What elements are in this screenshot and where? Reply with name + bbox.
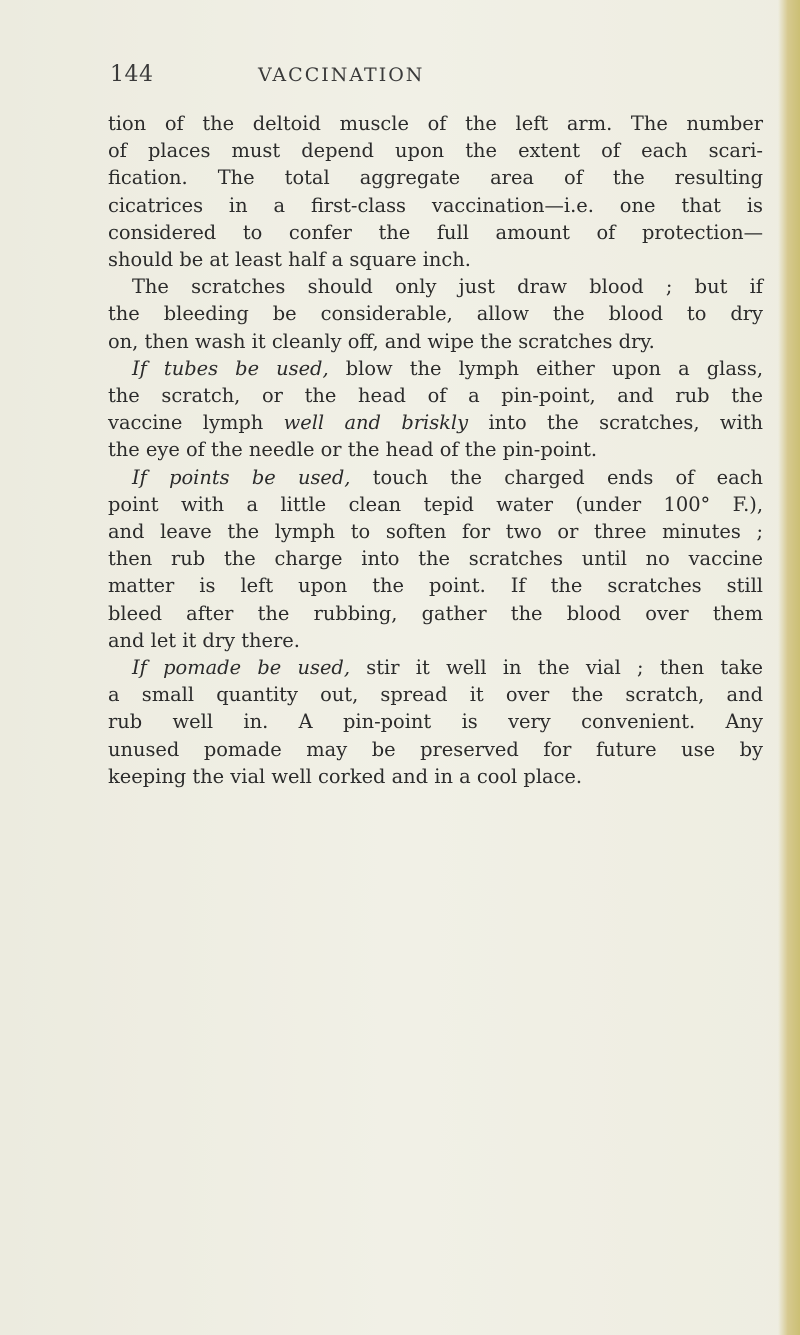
text-line: should be at least half a square inch.	[108, 248, 471, 272]
text-run: stir it well in the vial ; then take	[350, 656, 763, 680]
italic-lead: If points be used,	[132, 465, 351, 489]
text-line: fication. The total aggregate area of the resulting	[108, 166, 763, 190]
paragraph-deltoid	[108, 110, 763, 273]
text-line: the eye of the needle or the head of the pin-point.	[108, 438, 598, 462]
text-line: and let it dry there.	[108, 628, 300, 652]
italic-lead: If tubes be used,	[132, 356, 329, 380]
text-line: matter is left upon the point. If the scratches still	[108, 574, 763, 598]
body-text	[108, 110, 763, 790]
text-run: blow the lymph either upon a glass,	[328, 356, 763, 380]
text-run: touch the charged ends of each	[350, 465, 763, 489]
paragraph-tubes	[108, 355, 763, 464]
text-line: of places must depend upon the extent of each scari-	[108, 139, 763, 163]
text-line: and leave the lymph to soften for two or three minutes ;	[108, 520, 763, 544]
text-line: keeping the vial well corked and in a cool place.	[108, 764, 583, 788]
text-line: considered to confer the full amount of protection—	[108, 220, 763, 244]
text-line: rub well in. A pin-point is very convenient. Any	[108, 710, 763, 734]
page-edge	[778, 0, 800, 1335]
paragraph-pomade	[108, 654, 763, 790]
text-line	[108, 654, 763, 681]
text-line: The scratches should only just draw blood ; but if	[132, 275, 763, 299]
text-line: bleed after the rubbing, gather the blood over them	[108, 601, 763, 625]
text-line	[108, 464, 763, 491]
text-line	[108, 355, 763, 382]
paragraph-scratches	[108, 273, 763, 355]
italic-emphasis: well and briskly	[283, 411, 469, 435]
text-line: cicatrices in a first-class vaccination—i.e. one that is	[108, 193, 763, 217]
text-run: into the scratches, with	[468, 411, 763, 435]
text-line: a small quantity out, spread it over the scratch, and	[108, 683, 763, 707]
page-header	[0, 62, 800, 92]
text-line: the bleeding be considerable, allow the blood to dry	[108, 302, 763, 326]
text-line: the scratch, or the head of a pin-point, and rub the	[108, 384, 763, 408]
page-number: 144	[110, 62, 154, 87]
paragraph-points	[108, 464, 763, 654]
text-line: on, then wash it cleanly off, and wipe the scratches dry.	[108, 329, 655, 353]
running-head: VACCINATION	[258, 64, 425, 86]
text-line: tion of the deltoid muscle of the left arm. The number	[108, 112, 763, 135]
text-line: then rub the charge into the scratches until no vaccine	[108, 547, 763, 571]
text-line: point with a little clean tepid water (under 100° F.),	[108, 492, 763, 516]
italic-lead: If pomade be used,	[132, 656, 350, 680]
text-line: unused pomade may be preserved for future use by	[108, 737, 763, 761]
text-run: vaccine lymph	[108, 411, 284, 435]
text-line	[108, 409, 763, 436]
